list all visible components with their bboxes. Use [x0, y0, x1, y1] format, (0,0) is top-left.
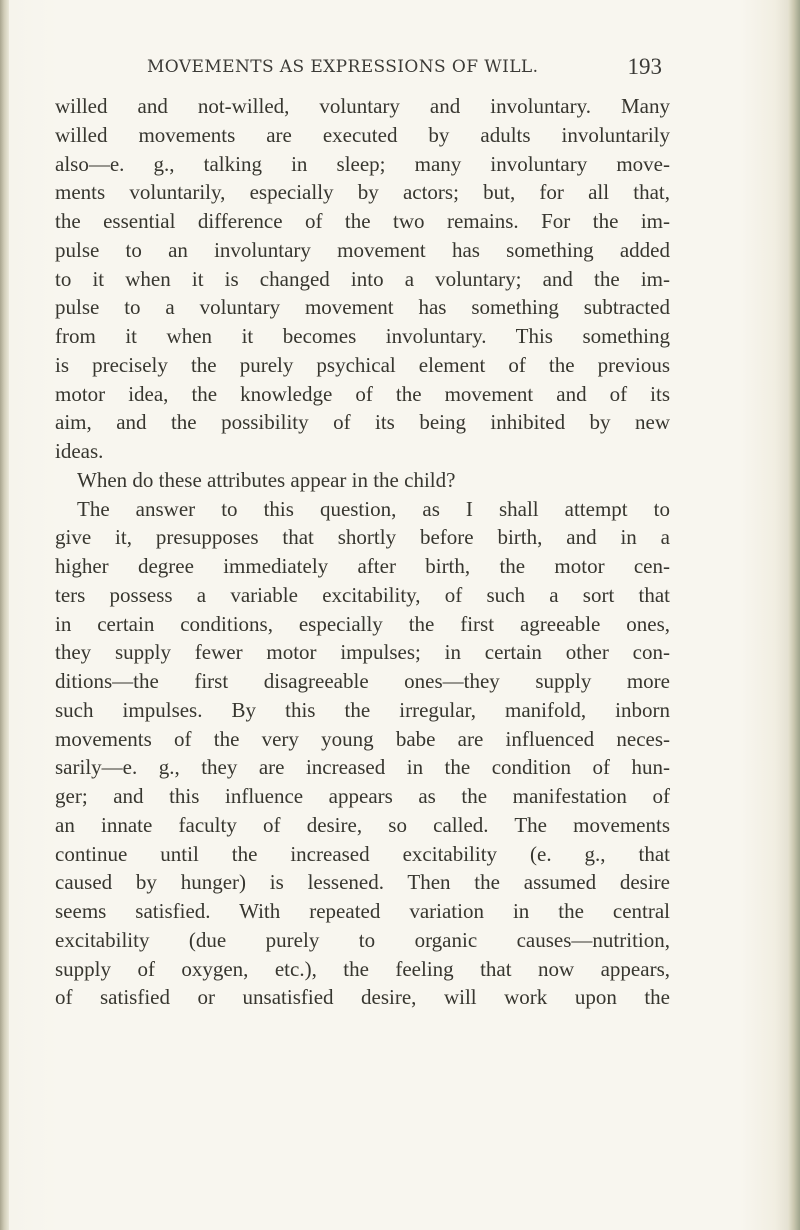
text-line: in certain conditions, especially the first agreeable ones, [55, 611, 670, 636]
text-line: seems satisfied. With repeated variation in the central [55, 899, 670, 923]
text-line: willed and not-willed, voluntary and involuntary. Many [55, 94, 670, 118]
page-header [147, 54, 662, 87]
running-head: MOVEMENTS AS EXPRESSIONS OF WILL. [147, 57, 539, 77]
text-line: continue until the increased excitability (e. g., that [55, 841, 670, 866]
text-line: sarily—e. g., they are increased in the condition of hun- [55, 755, 670, 780]
text-line: to it when it is changed into a voluntary; and the im- [55, 266, 670, 291]
text-line: caused by hunger) is lessened. Then the assumed desire [55, 870, 670, 895]
text-line: excitability (due purely to organic causes—nutrition, [55, 927, 670, 952]
text-line: aim, and the possibility of its being inhibited by new [55, 410, 670, 435]
text-line: the essential difference of the two remains. For the im- [55, 209, 670, 233]
text-line: ditions—the first disagreeable ones—they supply more [55, 669, 670, 693]
text-line: motor idea, the knowledge of the movement and of its [55, 381, 670, 406]
body-text [55, 92, 670, 1012]
text-line: higher degree immediately after birth, the motor cen- [55, 554, 670, 578]
question-line: When do these attributes appear in the child? [77, 467, 456, 492]
text-line: willed movements are executed by adults involuntarily [55, 122, 670, 147]
text-line: is precisely the purely psychical element of the previous [55, 352, 670, 377]
text-line: ger; and this influence appears as the manifestation of [55, 784, 670, 808]
text-line: such impulses. By this the irregular, manifold, inborn [55, 697, 670, 722]
text-line: of satisfied or unsatisfied desire, will work upon the [55, 985, 670, 1010]
page-number: 193 [627, 54, 662, 79]
paragraph-end-line: ideas. [55, 439, 104, 463]
page-binding-edge [0, 0, 9, 1230]
text-line: they supply fewer motor impulses; in certain other con- [55, 640, 670, 665]
text-line: pulse to an involuntary movement has something added [55, 237, 670, 262]
text-line: also—e. g., talking in sleep; many involuntary move- [55, 151, 670, 176]
text-line: movements of the very young babe are influenced neces- [55, 726, 670, 751]
text-line: ters possess a variable excitability, of such a sort that [55, 582, 670, 607]
text-line: ments voluntarily, especially by actors; but, for all that, [55, 180, 670, 205]
text-line: supply of oxygen, etc.), the feeling that now appears, [55, 956, 670, 981]
text-line: from it when it becomes involuntary. This something [55, 324, 670, 348]
text-line: pulse to a voluntary movement has something subtracted [55, 295, 670, 320]
paragraph-start-line: The answer to this question, as I shall attempt to [77, 496, 670, 521]
text-line: an innate faculty of desire, so called. The movements [55, 812, 670, 837]
page-outer-edge [788, 0, 800, 1230]
text-line: give it, presupposes that shortly before birth, and in a [55, 525, 670, 550]
